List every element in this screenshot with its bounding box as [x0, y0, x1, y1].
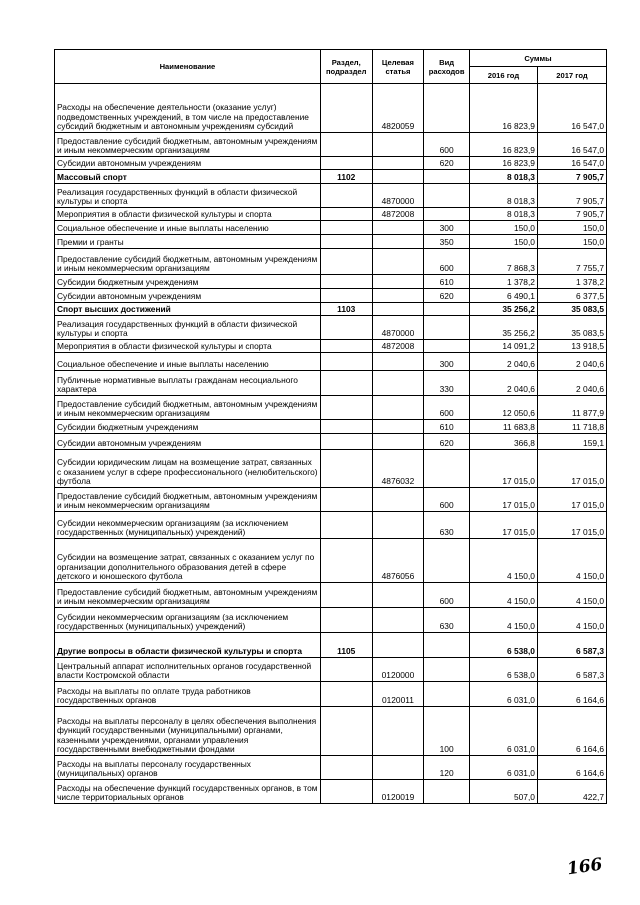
- table-row: [55, 396, 607, 420]
- row-name: Мероприятия в области физической культуры и спорта: [55, 208, 321, 221]
- row-value-2017: 17 015,0: [537, 512, 606, 539]
- table-row: [55, 420, 607, 434]
- row-value-2017: 6 164,6: [537, 707, 606, 756]
- row-target: 4870000: [372, 184, 424, 208]
- row-section: [320, 583, 372, 608]
- row-value-2017: 11 877,9: [537, 396, 606, 420]
- row-type: 120: [424, 756, 470, 780]
- row-name: Спорт высших достижений: [55, 303, 321, 316]
- row-name: Предоставление субсидий бюджетным, автономным учреждениям и иным некоммерческим организациям: [55, 133, 321, 157]
- row-section: [320, 434, 372, 450]
- row-name: Мероприятия в области физической культуры и спорта: [55, 340, 321, 353]
- row-value-2017: 2 040,6: [537, 353, 606, 371]
- row-section: [320, 289, 372, 303]
- row-value-2017: 16 547,0: [537, 157, 606, 170]
- table-row: [55, 434, 607, 450]
- row-type: [424, 316, 470, 340]
- row-target: [372, 303, 424, 316]
- row-name: Премии и гранты: [55, 235, 321, 249]
- row-value-2017: 35 083,5: [537, 303, 606, 316]
- table-row: [55, 658, 607, 682]
- row-name: Субсидии некоммерческим организациям (за исключением государственных (муниципальных) учреждений): [55, 512, 321, 539]
- row-name: Предоставление субсидий бюджетным, автономным учреждениям и иным некоммерческим организациям: [55, 488, 321, 512]
- row-target: [372, 488, 424, 512]
- header-year-2016: 2016 год: [469, 67, 537, 84]
- row-value-2017: 6 587,3: [537, 658, 606, 682]
- row-value-2017: 422,7: [537, 780, 606, 804]
- row-section: 1102: [320, 170, 372, 184]
- row-value-2016: 2 040,6: [469, 353, 537, 371]
- row-value-2016: 6 031,0: [469, 682, 537, 707]
- row-value-2017: 16 547,0: [537, 84, 606, 133]
- row-value-2016: 4 150,0: [469, 539, 537, 583]
- table-row: [55, 608, 607, 633]
- row-name: Расходы на выплаты персоналу в целях обеспечения выполнения функций государственными (муниципальными) органами, казенными учреждениями, органами управления государственными внебюджетными фондами: [55, 707, 321, 756]
- row-type: [424, 658, 470, 682]
- row-type: [424, 539, 470, 583]
- row-name: Реализация государственных функций в области физической культуры и спорта: [55, 316, 321, 340]
- row-name: Субсидии некоммерческим организациям (за исключением государственных (муниципальных) учреждений): [55, 608, 321, 633]
- row-value-2016: 12 050,6: [469, 396, 537, 420]
- row-value-2017: 17 015,0: [537, 450, 606, 488]
- row-type: 600: [424, 488, 470, 512]
- header-section: Раздел, подраздел: [320, 50, 372, 84]
- row-target: [372, 275, 424, 289]
- row-value-2017: 1 378,2: [537, 275, 606, 289]
- row-name: Субсидии на возмещение затрат, связанных с оказанием услуг по организации дополнительного образования детей в сфере детского и юношеского футбола: [55, 539, 321, 583]
- row-section: [320, 756, 372, 780]
- row-target: [372, 583, 424, 608]
- row-value-2016: 6 490,1: [469, 289, 537, 303]
- row-type: 600: [424, 249, 470, 275]
- row-name: Субсидии юридическим лицам на возмещение затрат, связанных с оказанием услуг в сфере профессионального (нелюбительского) футбола: [55, 450, 321, 488]
- row-type: [424, 682, 470, 707]
- row-type: 600: [424, 583, 470, 608]
- header-type: Вид расходов: [424, 50, 470, 84]
- row-section: 1103: [320, 303, 372, 316]
- table-row: [55, 133, 607, 157]
- row-target: [372, 170, 424, 184]
- row-target: [372, 353, 424, 371]
- row-value-2017: 13 918,5: [537, 340, 606, 353]
- row-value-2016: 7 868,3: [469, 249, 537, 275]
- row-value-2017: 4 150,0: [537, 583, 606, 608]
- row-value-2016: 35 256,2: [469, 316, 537, 340]
- header-target: Целевая статья: [372, 50, 424, 84]
- row-target: [372, 434, 424, 450]
- row-section: [320, 184, 372, 208]
- row-section: [320, 396, 372, 420]
- page-number: 166: [565, 854, 604, 880]
- row-target: [372, 235, 424, 249]
- row-type: 620: [424, 289, 470, 303]
- table-row: [55, 340, 607, 353]
- row-value-2017: 7 905,7: [537, 170, 606, 184]
- row-section: [320, 275, 372, 289]
- row-target: [372, 396, 424, 420]
- table-row: [55, 450, 607, 488]
- row-name: Другие вопросы в области физической культуры и спорта: [55, 633, 321, 658]
- table-row: [55, 353, 607, 371]
- row-type: 300: [424, 221, 470, 235]
- row-section: [320, 221, 372, 235]
- row-name: Расходы на выплаты по оплате труда работников государственных органов: [55, 682, 321, 707]
- row-section: [320, 450, 372, 488]
- table-row: [55, 512, 607, 539]
- table-row: [55, 221, 607, 235]
- row-value-2016: 16 823,9: [469, 133, 537, 157]
- row-value-2017: 6 164,6: [537, 756, 606, 780]
- table-row: [55, 756, 607, 780]
- budget-table: [54, 49, 607, 804]
- row-name: Массовый спорт: [55, 170, 321, 184]
- table-row: [55, 633, 607, 658]
- row-value-2016: 14 091,2: [469, 340, 537, 353]
- row-target: 0120000: [372, 658, 424, 682]
- row-section: [320, 353, 372, 371]
- row-value-2016: 1 378,2: [469, 275, 537, 289]
- row-type: [424, 170, 470, 184]
- table-row: [55, 184, 607, 208]
- row-type: 600: [424, 133, 470, 157]
- table-row: [55, 707, 607, 756]
- row-value-2016: 11 683,8: [469, 420, 537, 434]
- row-section: [320, 420, 372, 434]
- row-target: 4820059: [372, 84, 424, 133]
- row-type: 350: [424, 235, 470, 249]
- row-type: [424, 780, 470, 804]
- table-row: [55, 170, 607, 184]
- table-row: [55, 157, 607, 170]
- row-target: [372, 133, 424, 157]
- row-value-2017: 6 164,6: [537, 682, 606, 707]
- row-section: [320, 780, 372, 804]
- row-name: Социальное обеспечение и иные выплаты населению: [55, 221, 321, 235]
- row-target: [372, 608, 424, 633]
- table-row: [55, 780, 607, 804]
- row-value-2016: 4 150,0: [469, 608, 537, 633]
- table-row: [55, 488, 607, 512]
- row-value-2016: 17 015,0: [469, 488, 537, 512]
- row-value-2016: 150,0: [469, 221, 537, 235]
- row-section: [320, 133, 372, 157]
- row-target: 4876032: [372, 450, 424, 488]
- row-value-2016: 150,0: [469, 235, 537, 249]
- row-value-2016: 6 031,0: [469, 707, 537, 756]
- row-value-2017: 159,1: [537, 434, 606, 450]
- table-row: [55, 316, 607, 340]
- row-target: 0120011: [372, 682, 424, 707]
- row-value-2016: 4 150,0: [469, 583, 537, 608]
- row-name: Центральный аппарат исполнительных органов государственной власти Костромской области: [55, 658, 321, 682]
- row-value-2016: 6 031,0: [469, 756, 537, 780]
- row-type: [424, 633, 470, 658]
- row-name: Социальное обеспечение и иные выплаты населению: [55, 353, 321, 371]
- row-target: [372, 157, 424, 170]
- header-name: Наименование: [55, 50, 321, 84]
- row-target: [372, 756, 424, 780]
- table-row: [55, 682, 607, 707]
- row-target: [372, 512, 424, 539]
- row-target: 4876056: [372, 539, 424, 583]
- row-section: [320, 488, 372, 512]
- row-type: [424, 208, 470, 221]
- row-target: [372, 633, 424, 658]
- row-name: Субсидии автономным учреждениям: [55, 434, 321, 450]
- row-value-2017: 7 905,7: [537, 184, 606, 208]
- row-section: [320, 340, 372, 353]
- row-target: [372, 707, 424, 756]
- row-value-2016: 35 256,2: [469, 303, 537, 316]
- row-value-2017: 11 718,8: [537, 420, 606, 434]
- row-target: 4870000: [372, 316, 424, 340]
- header-sums: Суммы: [469, 50, 606, 67]
- row-name: Расходы на обеспечение функций государственных органов, в том числе территориальных органов: [55, 780, 321, 804]
- row-value-2016: 16 823,9: [469, 84, 537, 133]
- row-value-2016: 507,0: [469, 780, 537, 804]
- row-target: [372, 249, 424, 275]
- row-type: [424, 184, 470, 208]
- row-name: Субсидии автономным учреждениям: [55, 289, 321, 303]
- row-value-2016: 6 538,0: [469, 658, 537, 682]
- row-type: 610: [424, 275, 470, 289]
- row-type: [424, 450, 470, 488]
- table-row: [55, 289, 607, 303]
- row-type: 100: [424, 707, 470, 756]
- row-value-2017: 35 083,5: [537, 316, 606, 340]
- row-section: [320, 371, 372, 396]
- table-row: [55, 84, 607, 133]
- row-section: [320, 682, 372, 707]
- row-type: 330: [424, 371, 470, 396]
- row-value-2017: 17 015,0: [537, 488, 606, 512]
- row-type: 630: [424, 608, 470, 633]
- row-type: 620: [424, 157, 470, 170]
- row-section: [320, 84, 372, 133]
- row-section: [320, 608, 372, 633]
- row-value-2017: 4 150,0: [537, 539, 606, 583]
- table-row: [55, 249, 607, 275]
- row-value-2017: 6 587,3: [537, 633, 606, 658]
- row-value-2017: 150,0: [537, 221, 606, 235]
- row-name: Субсидии бюджетным учреждениям: [55, 275, 321, 289]
- row-section: [320, 316, 372, 340]
- row-type: [424, 84, 470, 133]
- row-name: Реализация государственных функций в области физической культуры и спорта: [55, 184, 321, 208]
- row-value-2017: 4 150,0: [537, 608, 606, 633]
- row-value-2016: 366,8: [469, 434, 537, 450]
- row-value-2016: 17 015,0: [469, 512, 537, 539]
- row-target: [372, 221, 424, 235]
- row-value-2017: 16 547,0: [537, 133, 606, 157]
- row-target: 0120019: [372, 780, 424, 804]
- row-target: [372, 371, 424, 396]
- row-target: [372, 420, 424, 434]
- row-section: [320, 539, 372, 583]
- row-type: 300: [424, 353, 470, 371]
- row-name: Публичные нормативные выплаты гражданам несоциального характера: [55, 371, 321, 396]
- table-row: [55, 235, 607, 249]
- table-row: [55, 539, 607, 583]
- row-value-2017: 6 377,5: [537, 289, 606, 303]
- row-type: [424, 340, 470, 353]
- row-name: Предоставление субсидий бюджетным, автономным учреждениям и иным некоммерческим организациям: [55, 249, 321, 275]
- row-value-2016: 8 018,3: [469, 184, 537, 208]
- row-name: Предоставление субсидий бюджетным, автономным учреждениям и иным некоммерческим организациям: [55, 583, 321, 608]
- table-row: [55, 303, 607, 316]
- row-target: [372, 289, 424, 303]
- table-row: [55, 371, 607, 396]
- table-row: [55, 208, 607, 221]
- row-section: [320, 235, 372, 249]
- row-target: 4872008: [372, 340, 424, 353]
- row-type: 620: [424, 434, 470, 450]
- row-name: Расходы на обеспечение деятельности (оказание услуг) подведомственных учреждений, в том числе на предоставление субсидий бюджетным и автономным учреждениям субсидий: [55, 84, 321, 133]
- row-value-2016: 8 018,3: [469, 170, 537, 184]
- row-name: Субсидии автономным учреждениям: [55, 157, 321, 170]
- row-value-2016: 2 040,6: [469, 371, 537, 396]
- row-section: [320, 658, 372, 682]
- row-type: 630: [424, 512, 470, 539]
- table-body: [55, 84, 607, 804]
- row-value-2016: 8 018,3: [469, 208, 537, 221]
- row-name: Расходы на выплаты персоналу государственных (муниципальных) органов: [55, 756, 321, 780]
- row-type: 600: [424, 396, 470, 420]
- row-value-2016: 17 015,0: [469, 450, 537, 488]
- row-section: [320, 249, 372, 275]
- row-value-2017: 2 040,6: [537, 371, 606, 396]
- row-type: 610: [424, 420, 470, 434]
- row-name: Субсидии бюджетным учреждениям: [55, 420, 321, 434]
- row-value-2016: 6 538,0: [469, 633, 537, 658]
- table-row: [55, 583, 607, 608]
- row-name: Предоставление субсидий бюджетным, автономным учреждениям и иным некоммерческим организациям: [55, 396, 321, 420]
- row-section: [320, 208, 372, 221]
- row-section: [320, 512, 372, 539]
- header-year-2017: 2017 год: [537, 67, 606, 84]
- row-value-2017: 7 905,7: [537, 208, 606, 221]
- table-row: [55, 275, 607, 289]
- row-section: 1105: [320, 633, 372, 658]
- row-value-2016: 16 823,9: [469, 157, 537, 170]
- row-section: [320, 157, 372, 170]
- row-target: 4872008: [372, 208, 424, 221]
- row-section: [320, 707, 372, 756]
- row-type: [424, 303, 470, 316]
- row-value-2017: 7 755,7: [537, 249, 606, 275]
- row-value-2017: 150,0: [537, 235, 606, 249]
